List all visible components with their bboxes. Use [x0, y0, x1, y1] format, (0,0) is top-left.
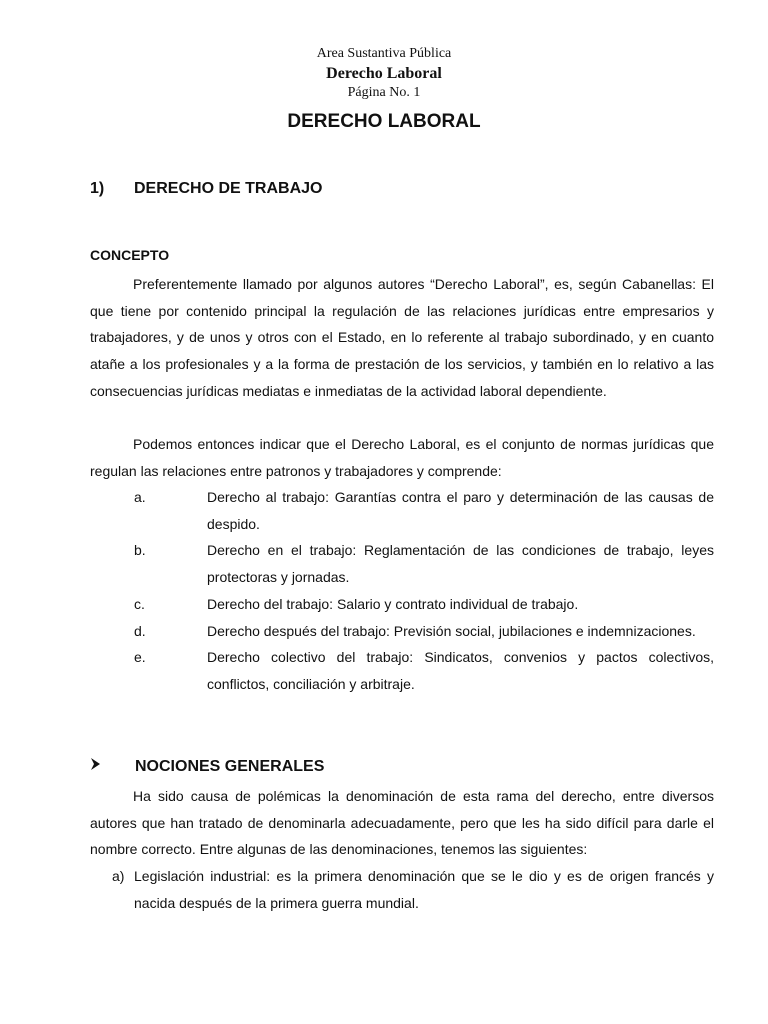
list-item-text: Derecho en el trabajo: Reglamentación de las condiciones de trabajo, leyes protectoras y jornadas.: [207, 542, 714, 586]
section-1-title: DERECHO DE TRABAJO: [134, 180, 323, 197]
arrow-bullet-icon: [90, 757, 135, 776]
document-title: DERECHO LABORAL: [287, 111, 481, 132]
list-item-text: Legislación industrial: es la primera denominación que se le dio y es de origen francés y nacida después de la primera guerra mundial.: [134, 868, 714, 911]
section-2-paragraph: Ha sido causa de polémicas la denominación de esta rama del derecho, entre diversos autores que han tratado de denominarla adecuadamente, pero que les ha sido difícil para darle el nombre correcto. Entre algunas de las denominaciones, tenemos las siguientes:: [90, 788, 714, 858]
concept-paragraph-2: Podemos entonces indicar que el Derecho Laboral, es el conjunto de normas jurídicas que regulan las relaciones entre patronos y trabajadores y comprende:: [90, 436, 714, 479]
concept-list: [90, 484, 714, 698]
list-item-letter: c.: [134, 595, 145, 612]
list-item-letter: e.: [134, 649, 146, 666]
concept-paragraph-1: Preferentemente llamado por algunos autores “Derecho Laboral”, es, según Cabanellas: El que tiene por contenido principal la regulación de las relaciones jurídicas entre empresarios y trabajadores, y de unos y otros con el Estado, en lo referente al trabajo subordinado, y en cuanto atañe a los profesionales y a la forma de prestación de los servicios, y también en lo relativo a las consecuencias jurídicas mediatas e inmediatas de la actividad laboral dependiente.: [90, 276, 714, 399]
list-item: [90, 537, 714, 590]
list-item: [90, 644, 714, 697]
list-item-letter: a): [112, 868, 125, 884]
section-1-number: 1): [90, 180, 105, 197]
list-item-letter: b.: [134, 542, 146, 559]
header-page-number: Página No. 1: [347, 85, 421, 100]
list-item: [90, 618, 714, 645]
header-area: Area Sustantiva Pública: [316, 46, 452, 61]
section-1-heading: [90, 180, 322, 198]
list-item-text: Derecho después del trabajo: Previsión social, jubilaciones e indemnizaciones.: [207, 622, 696, 639]
list-item: [90, 591, 714, 618]
section-2-heading: [90, 757, 324, 776]
list-item-letter: a.: [134, 489, 146, 505]
list-item: [90, 484, 714, 537]
list-item-letter: d.: [134, 622, 146, 639]
section-2-title: NOCIONES GENERALES: [135, 757, 325, 775]
denominations-list: [90, 863, 714, 916]
header-title: Derecho Laboral: [326, 65, 442, 82]
list-item-text: Derecho del trabajo: Salario y contrato individual de trabajo.: [207, 595, 579, 612]
concept-heading: CONCEPTO: [90, 247, 170, 263]
arrow-bullet-icon: [90, 757, 102, 771]
list-item-text: Derecho al trabajo: Garantías contra el paro y determinación de las causas de despido.: [207, 489, 714, 532]
list-item-text: Derecho colectivo del trabajo: Sindicatos, convenios y pactos colectivos, conflictos, conciliación y arbitraje.: [207, 649, 714, 692]
list-item: [90, 863, 714, 916]
